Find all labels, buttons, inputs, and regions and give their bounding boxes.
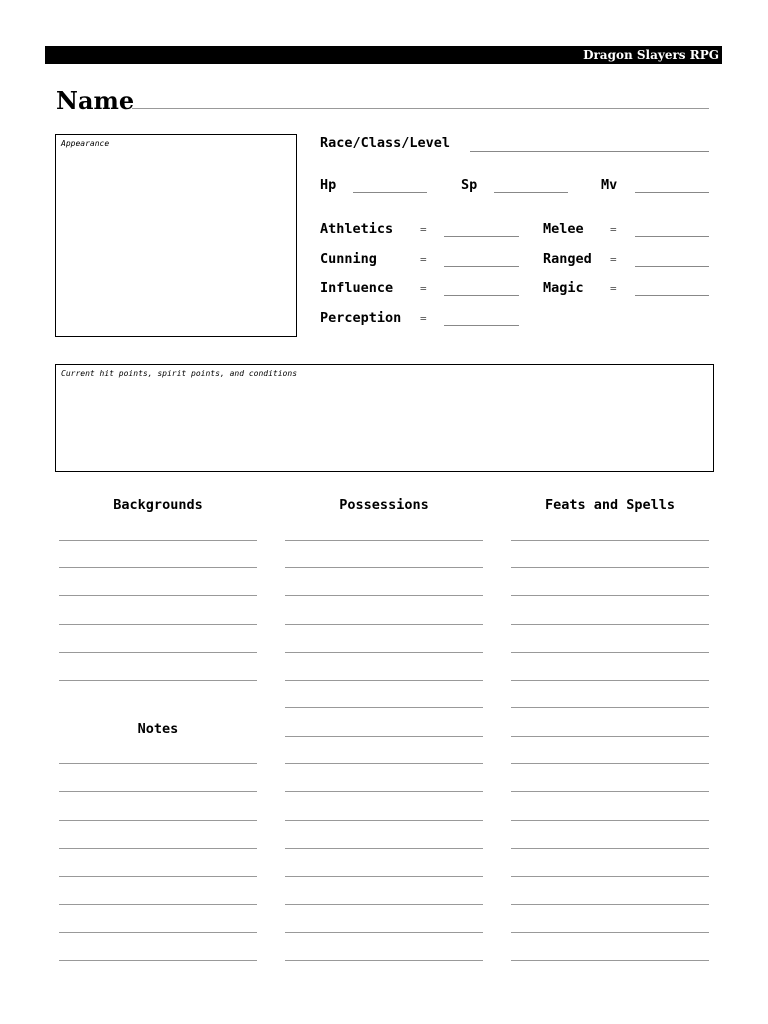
- athletics-field[interactable]: [444, 236, 519, 237]
- mv-label: Mv: [601, 177, 618, 193]
- feats-spells-heading: Feats and Spells: [544, 497, 676, 513]
- possessions-line[interactable]: [285, 848, 483, 849]
- possessions-line[interactable]: [285, 680, 483, 681]
- possessions-heading: Possessions: [339, 497, 429, 513]
- possessions-line[interactable]: [285, 624, 483, 625]
- name-label: Name: [56, 86, 135, 115]
- possessions-line[interactable]: [285, 876, 483, 877]
- possessions-line[interactable]: [285, 960, 483, 961]
- possessions-line[interactable]: [285, 567, 483, 568]
- feats-spells-line[interactable]: [511, 791, 709, 792]
- magic-equals: =: [610, 282, 617, 295]
- magic-field[interactable]: [635, 295, 709, 296]
- influence-field[interactable]: [444, 295, 519, 296]
- possessions-line[interactable]: [285, 763, 483, 764]
- ranged-field[interactable]: [635, 266, 709, 267]
- hp-field[interactable]: [353, 192, 427, 193]
- feats-spells-line[interactable]: [511, 960, 709, 961]
- melee-field[interactable]: [635, 236, 709, 237]
- feats-spells-line[interactable]: [511, 540, 709, 541]
- feats-spells-line[interactable]: [511, 763, 709, 764]
- race-class-level-field[interactable]: [470, 151, 709, 152]
- header-banner: [45, 46, 722, 64]
- melee-equals: =: [610, 223, 617, 236]
- backgrounds-line[interactable]: [59, 624, 257, 625]
- backgrounds-line[interactable]: [59, 652, 257, 653]
- possessions-line[interactable]: [285, 736, 483, 737]
- melee-label: Melee: [543, 221, 584, 237]
- feats-spells-line[interactable]: [511, 820, 709, 821]
- feats-spells-line[interactable]: [511, 652, 709, 653]
- ranged-label: Ranged: [543, 251, 592, 267]
- perception-equals: =: [420, 312, 427, 325]
- magic-label: Magic: [543, 280, 584, 296]
- possessions-line[interactable]: [285, 932, 483, 933]
- mv-field[interactable]: [635, 192, 709, 193]
- notes-line[interactable]: [59, 960, 257, 961]
- feats-spells-line[interactable]: [511, 876, 709, 877]
- feats-spells-line[interactable]: [511, 707, 709, 708]
- perception-label: Perception: [320, 310, 402, 326]
- race-class-level-label: Race/Class/Level: [320, 135, 451, 151]
- possessions-line[interactable]: [285, 540, 483, 541]
- notes-line[interactable]: [59, 904, 257, 905]
- banner-title: Dragon Slayers RPG: [583, 48, 719, 62]
- backgrounds-line[interactable]: [59, 540, 257, 541]
- sp-field[interactable]: [494, 192, 568, 193]
- cunning-field[interactable]: [444, 266, 519, 267]
- possessions-line[interactable]: [285, 595, 483, 596]
- sp-label: Sp: [461, 177, 478, 193]
- cunning-label: Cunning: [320, 251, 377, 267]
- appearance-box[interactable]: [55, 134, 297, 337]
- possessions-line[interactable]: [285, 707, 483, 708]
- influence-label: Influence: [320, 280, 394, 296]
- backgrounds-line[interactable]: [59, 567, 257, 568]
- notes-line[interactable]: [59, 932, 257, 933]
- notes-line[interactable]: [59, 763, 257, 764]
- feats-spells-line[interactable]: [511, 680, 709, 681]
- athletics-equals: =: [420, 223, 427, 236]
- conditions-label: Current hit points, spirit points, and conditions: [61, 369, 298, 378]
- feats-spells-line[interactable]: [511, 595, 709, 596]
- influence-equals: =: [420, 282, 427, 295]
- notes-line[interactable]: [59, 876, 257, 877]
- notes-line[interactable]: [59, 791, 257, 792]
- possessions-line[interactable]: [285, 791, 483, 792]
- possessions-line[interactable]: [285, 820, 483, 821]
- notes-line[interactable]: [59, 820, 257, 821]
- notes-line[interactable]: [59, 848, 257, 849]
- backgrounds-line[interactable]: [59, 595, 257, 596]
- name-field[interactable]: [132, 108, 709, 109]
- backgrounds-heading: Backgrounds: [113, 497, 203, 513]
- ranged-equals: =: [610, 253, 617, 266]
- feats-spells-line[interactable]: [511, 848, 709, 849]
- perception-field[interactable]: [444, 325, 519, 326]
- athletics-label: Athletics: [320, 221, 394, 237]
- feats-spells-line[interactable]: [511, 567, 709, 568]
- feats-spells-line[interactable]: [511, 736, 709, 737]
- possessions-line[interactable]: [285, 652, 483, 653]
- cunning-equals: =: [420, 253, 427, 266]
- feats-spells-line[interactable]: [511, 624, 709, 625]
- hp-label: Hp: [320, 177, 337, 193]
- notes-heading: Notes: [137, 721, 179, 737]
- conditions-box[interactable]: [55, 364, 714, 472]
- feats-spells-line[interactable]: [511, 904, 709, 905]
- appearance-label: Appearance: [61, 139, 110, 148]
- possessions-line[interactable]: [285, 904, 483, 905]
- feats-spells-line[interactable]: [511, 932, 709, 933]
- backgrounds-line[interactable]: [59, 680, 257, 681]
